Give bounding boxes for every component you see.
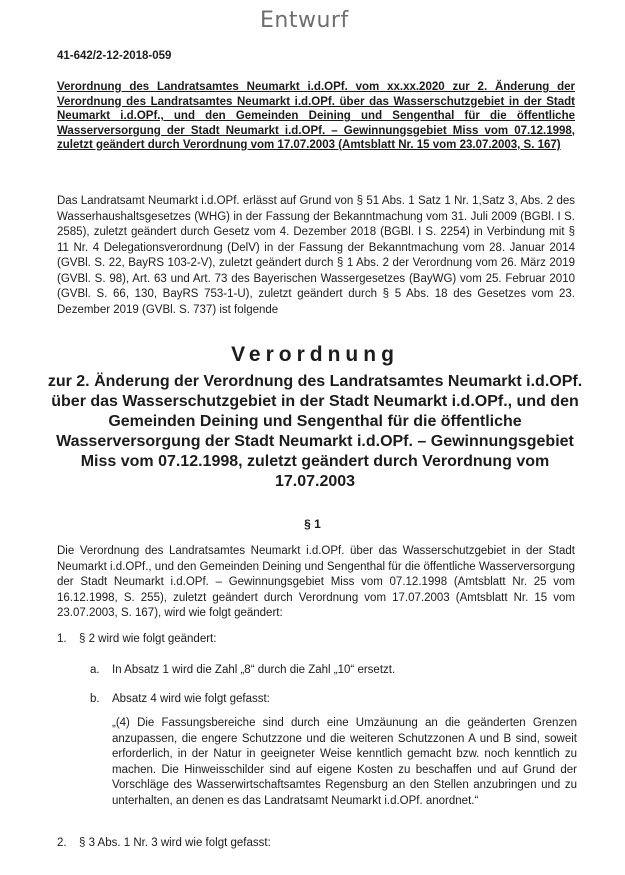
quoted-paragraph: „(4) Die Fassungsbereiche sind durch eine Umzäunung an die geänderten Grenzen anzupassen, die engere Schutzzone und die weiteren Schutzzonen A und B sind, soweit erforderlich, in der Natur in geeigneter Weise kenntlich gemacht bzw. noch kenntlich zu machen. Die Hinweisschilder sind auf eigene Kosten zu beschaffen und auf Grund der Vorschläge des Wasserwirtschaftsamtes Regensburg an den Stellen anzubringen und zu unterhalten, an denen es das Landratsamt Neumarkt i.d.OPf. anordnet.“ <box>112 717 577 807</box>
list-item-1 <box>57 632 216 648</box>
document-title: Verordnung des Landratsamtes Neumarkt i.d.OPf. vom xx.xx.2020 zur 2. Änderung der Verordnung des Landratsamtes Neumarkt i.d.OPf. über das Wasserschutzgebiet in der Stadt Neumarkt i.d.OPf., und den Gemeinden Deining und Sengenthal für die öffentliche Wasserversorgung der Stadt Neumarkt i.d.OPf. – Gewinnungsgebiet Miss vom 07.12.1998, zuletzt geändert durch Verordnung vom 17.07.2003 (Amtsblatt Nr. 15 vom 23.07.2003, S. 167) <box>57 81 575 151</box>
list-subitem-letter: b. <box>90 693 100 705</box>
ordinance-subheading: zur 2. Änderung der Verordnung des Landratsamtes Neumarkt i.d.OPf. über das Wasserschutzgebiet in der Stadt Neumarkt i.d.OPf., und den Gemeinden Deining und Sengenthal für die öffentliche Wasserversorgung der Stadt Neumarkt i.d.OPf. – Gewinnungsgebiet Miss vom 07.12.1998, zuletzt geändert durch Verordnung vom 17.07.2003 <box>47 373 583 490</box>
list-item-text: § 3 Abs. 1 Nr. 3 wird wie folgt gefasst: <box>79 837 271 849</box>
draft-stamp: Entwurf <box>260 8 349 33</box>
list-subitem-text: Absatz 4 wird wie folgt gefasst: <box>112 693 270 705</box>
list-subitem-b <box>90 692 270 708</box>
list-item-number: 2. <box>57 837 67 849</box>
list-subitem-a <box>90 663 395 679</box>
intro-paragraph: Das Landratsamt Neumarkt i.d.OPf. erlässt auf Grund von § 51 Abs. 1 Satz 1 Nr. 1,Satz 3, Abs. 2 des Wasserhaushaltsgesetzes (WHG) in der Fassung der Bekanntmachung vom 31. Juli 2009 (BGBl. I S. 2585), zuletzt geändert durch Gesetz vom 4. Dezember 2018 (BGBl. I S. 2254) in Verbindung mit § 11 Nr. 4 Delegationsverordnung (DelV) in der Fassung der Bekanntmachung vom 28. Januar 2014 (GVBl. S. 22, BayRS 103-2-V), zuletzt geändert durch § 1 Abs. 2 der Verordnung vom 26. März 2019 (GVBl. S. 98), Art. 63 und Art. 73 des Bayerischen Wassergesetzes (BayWG) vom 25. Februar 2010 (GVBl. S. 66, 130, BayRS 753-1-U), zuletzt geändert durch § 5 Abs. 18 des Gesetzes vom 23. Dezember 2019 (GVBl. S. 737) ist folgende <box>57 195 575 316</box>
list-subitem-letter: a. <box>90 664 100 676</box>
list-subitem-text: In Absatz 1 wird die Zahl „8“ durch die Zahl „10“ ersetzt. <box>112 664 396 676</box>
list-item-2 <box>57 836 271 852</box>
section-mark: § 1 <box>304 517 321 531</box>
ordinance-heading: Verordnung <box>231 343 399 366</box>
section-body: Die Verordnung des Landratsamtes Neumarkt i.d.OPf. über das Wasserschutzgebiet in der Stadt Neumarkt i.d.OPf., und den Gemeinden Deining und Sengenthal für die öffentliche Wasserversorgung der Stadt Neumarkt i.d.OPf. – Gewinnungsgebiet Miss vom 07.12.1998 (Amtsblatt Nr. 25 vom 16.12.1998, S. 255), zuletzt geändert durch Verordnung vom 17.07.2003 (Amtsblatt Nr. 15 vom 23.07.2003, S. 167), wird wie folgt geändert: <box>57 545 575 619</box>
list-item-text: § 2 wird wie folgt geändert: <box>79 633 217 645</box>
list-item-number: 1. <box>57 633 67 645</box>
reference-number: 41-642/2-12-2018-059 <box>57 50 172 62</box>
